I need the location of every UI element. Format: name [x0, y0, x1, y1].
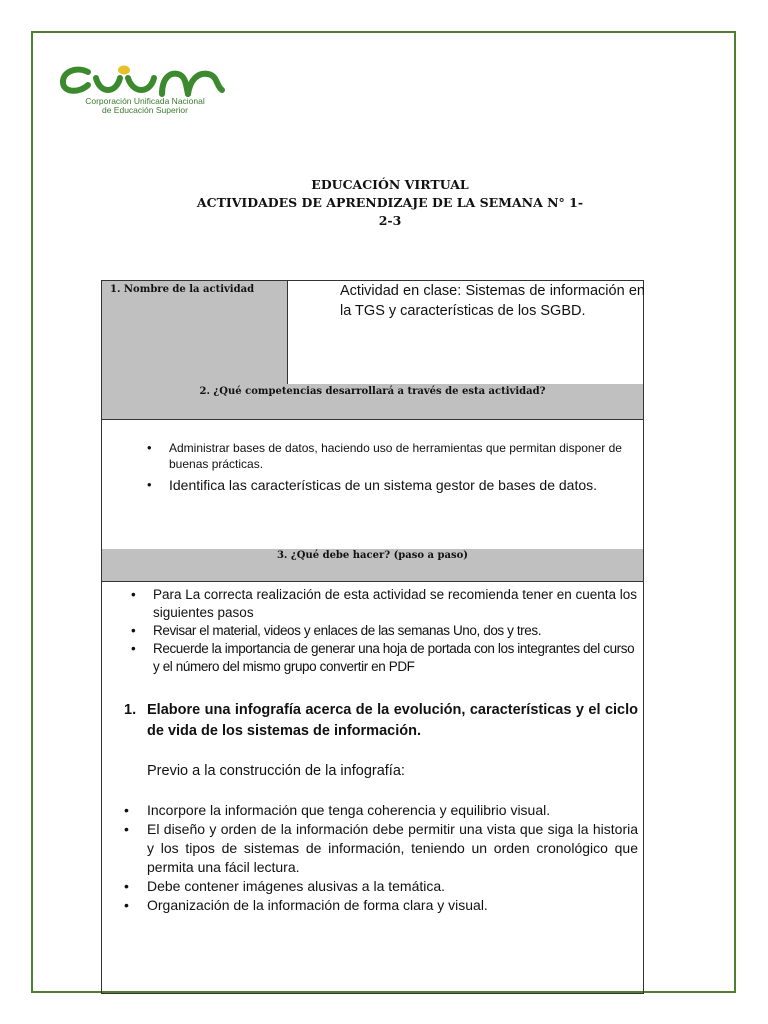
previo-text: Previo a la construcción de la infografía:: [147, 763, 405, 779]
activity-name-value: Actividad en clase: Sistemas de información en la TGS y características de los SGBD.: [340, 283, 645, 319]
task-instruction: [124, 700, 638, 742]
step-item: • Revisar el material, videos y enlaces de las semanas Uno, dos y tres.: [131, 622, 641, 640]
guideline-item: • Debe contener imágenes alusivas a la temática.: [124, 877, 638, 896]
header-line-3: 2-3: [378, 213, 402, 228]
step-item: • Para La correcta realización de esta actividad se recomienda tener en cuenta los siguientes pasos: [131, 586, 641, 622]
competencies-heading: 2. ¿Qué competencias desarrollará a través de esta actividad?: [102, 384, 643, 420]
activity-table: [101, 280, 644, 994]
guideline-item: • El diseño y orden de la información debe permitir una vista que siga la historia y los tipos de sistemas de información, teniendo un orden cronológico que permita una fácil lectura.: [124, 820, 638, 877]
cun-logo-mark: [58, 64, 230, 98]
step-item: • Recuerde la importancia de generar una hoja de portada con los integrantes del curso y el número del mismo grupo convertir en PDF: [131, 640, 641, 676]
guideline-item: • Organización de la información de forma clara y visual.: [124, 896, 638, 915]
task-text: Elabore una infografía acerca de la evolución, características y el ciclo de vida de los sistemas de información.: [147, 702, 638, 739]
task-number: 1.: [124, 702, 137, 718]
competency-item: • Administrar bases de datos, haciendo uso de herramientas que permitan disponer de buenas prácticas.: [147, 440, 637, 472]
guidelines-list: [124, 801, 638, 915]
activity-name-label: 1. Nombre de la actividad: [102, 281, 288, 384]
header-line-2: ACTIVIDADES DE APRENDIZAJE DE LA SEMANA N° 1-: [196, 195, 584, 210]
competencies-body: [102, 420, 643, 550]
document-header: [150, 176, 630, 230]
logo-tagline-line1: Corporación Unificada Nacional: [85, 96, 205, 106]
logo-tagline: [60, 97, 230, 115]
header-line-1: EDUCACIÓN VIRTUAL: [311, 177, 469, 192]
cun-logo: [58, 64, 230, 120]
competency-item: • Identifica las características de un sistema gestor de bases de datos.: [147, 476, 637, 494]
competencies-list: [147, 440, 637, 494]
logo-tagline-line2: de Educación Superior: [101, 105, 188, 115]
steps-heading: 3. ¿Qué debe hacer? (paso a paso): [102, 549, 643, 582]
steps-list: [131, 586, 641, 676]
activity-name-row: [102, 281, 643, 385]
guideline-item: • Incorpore la información que tenga coherencia y equilibrio visual.: [124, 801, 638, 820]
